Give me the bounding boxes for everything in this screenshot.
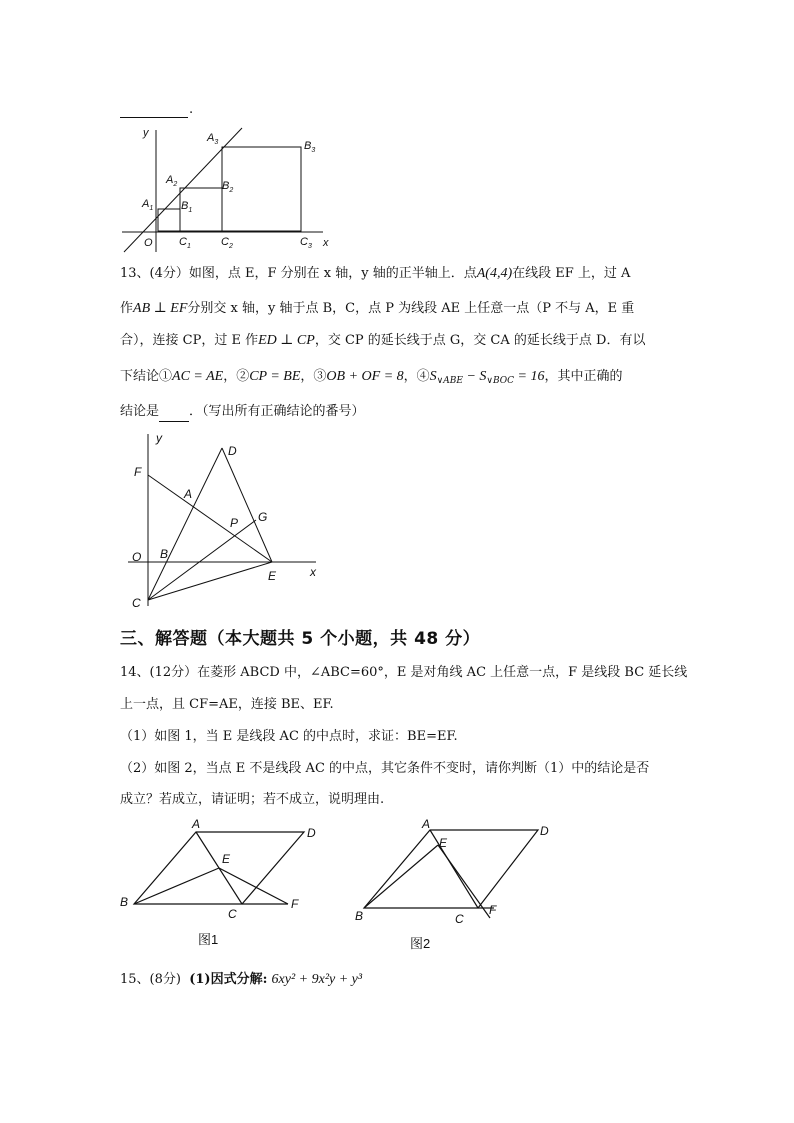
fig12-label-B2: $B_2$ [222,180,234,194]
rhombus-ABCD [364,830,538,908]
fig14-2-label-F: F [489,903,497,917]
fig12-label-O: O [144,237,153,249]
fig12-label-A3: $A_3$ [207,132,219,146]
answer-blank-q13 [159,407,189,422]
q14-line-3: （1）如图 1，当 E 是线段 AC 的中点时，求证：BE=EF. [120,729,458,744]
fig14-2-label-C: C [455,912,464,926]
fig14-1-caption: 图1 [198,932,219,947]
q13-line-4: 下结论①AC = AE，②CP = BE，③OB + OF = 8，$④S_{\vee ABE} - S_{\vee BOC} = 16$，其中正确的 [120,369,623,386]
q14-line-1: 14、(12分）在菱形 ABCD 中，∠ABC=60°，E 是对角线 AC 上任意一点，F 是线段 BC 延长线 [120,665,688,680]
fig14-1-label-F: F [291,897,299,911]
section-heading: 三、解答题（本大题共 5 个小题，共 48 分） [120,629,481,649]
segment-CD [148,448,222,600]
diagonal-AC [430,830,478,908]
fig14-2-label-E: E [439,836,448,850]
fig14-2-caption: 图2 [410,936,431,951]
fig12-label-x: x [323,237,329,249]
q13-line-5: 结论是 ．（写出所有正确结论的番号） [120,402,365,422]
fig13-label-G: G [258,510,268,524]
q13-line-1: 13、(4分）如图，点 E，F 分别在 x 轴，y 轴的正半轴上．点A(4,4)在线段 EF 上，过 A [120,266,631,281]
segment-EF [438,845,490,918]
fig13-label-D: D [228,444,237,458]
segment-CE [148,562,272,600]
fig12-label-B1: $B_1$ [181,200,193,214]
fig12-label-C2: $C_2$ [221,236,233,250]
q15-line-1: 15、(8分) (1)因式分解: 6xy² + 9x²y + y³ [120,972,363,987]
fig13-label-B: B [160,547,169,561]
q14-line-2: 上一点，且 CF=AE，连接 BE、EF. [120,697,334,712]
fig13-label-P: P [230,516,239,530]
fig12-label-C1: $C_1$ [179,236,191,250]
fig13-label-F: F [134,465,142,479]
fig13-label-E: E [268,569,277,583]
segment-EF [219,868,288,904]
q13-line-3: 合），连接 CP，过 E 作ED ⊥ CP，交 CP 的延长线于点 G，交 CA 的延长线于点 D．有以 [120,333,646,348]
fig12-label-B3: $B_3$ [304,140,316,154]
fig14-1-label-A: A [192,817,201,831]
segment-BE [364,845,438,908]
fig13-label-C: C [132,596,141,610]
figure-q14-1 [116,812,316,954]
figure-q14-2 [350,812,560,954]
fig12-label-A2: $A_2$ [166,174,178,188]
fig13-label-x: x [310,565,316,579]
fig14-2-label-A: A [422,817,431,831]
fig12-label-y: y [143,127,149,139]
fig12-label-C3: $C_3$ [300,236,312,250]
fig13-label-A: A [184,487,193,501]
fig14-2-label-B: B [355,909,364,923]
figure-squares [118,122,338,254]
answer-blank-prev [120,103,188,118]
fig14-1-label-D: D [307,826,316,840]
q14-line-4: （2）如图 2，当点 E 不是线段 AC 的中点，其它条件不变时，请你判断（1）中的结论是否 [120,761,650,776]
fig13-label-O: O [132,550,142,564]
q13-line-2: 作AB ⊥ EF分别交 x 轴，y 轴于点 B，C，点 P 为线段 AE 上任意一点（P 不与 A，E 重 [120,301,635,316]
fig14-1-label-E: E [222,852,231,866]
fig12-label-A1: $A_1$ [142,198,154,212]
fig14-2-label-D: D [540,824,549,838]
answer-blank-prev-dot: . [189,102,194,117]
q14-line-5: 成立？若成立，请证明；若不成立，说明理由. [120,792,385,807]
segment-BE [134,868,219,904]
figure-q13 [124,428,324,612]
fig14-1-label-C: C [228,907,237,921]
fig13-label-y: y [156,431,162,445]
square-3 [222,147,301,231]
fig14-1-label-B: B [120,895,129,909]
